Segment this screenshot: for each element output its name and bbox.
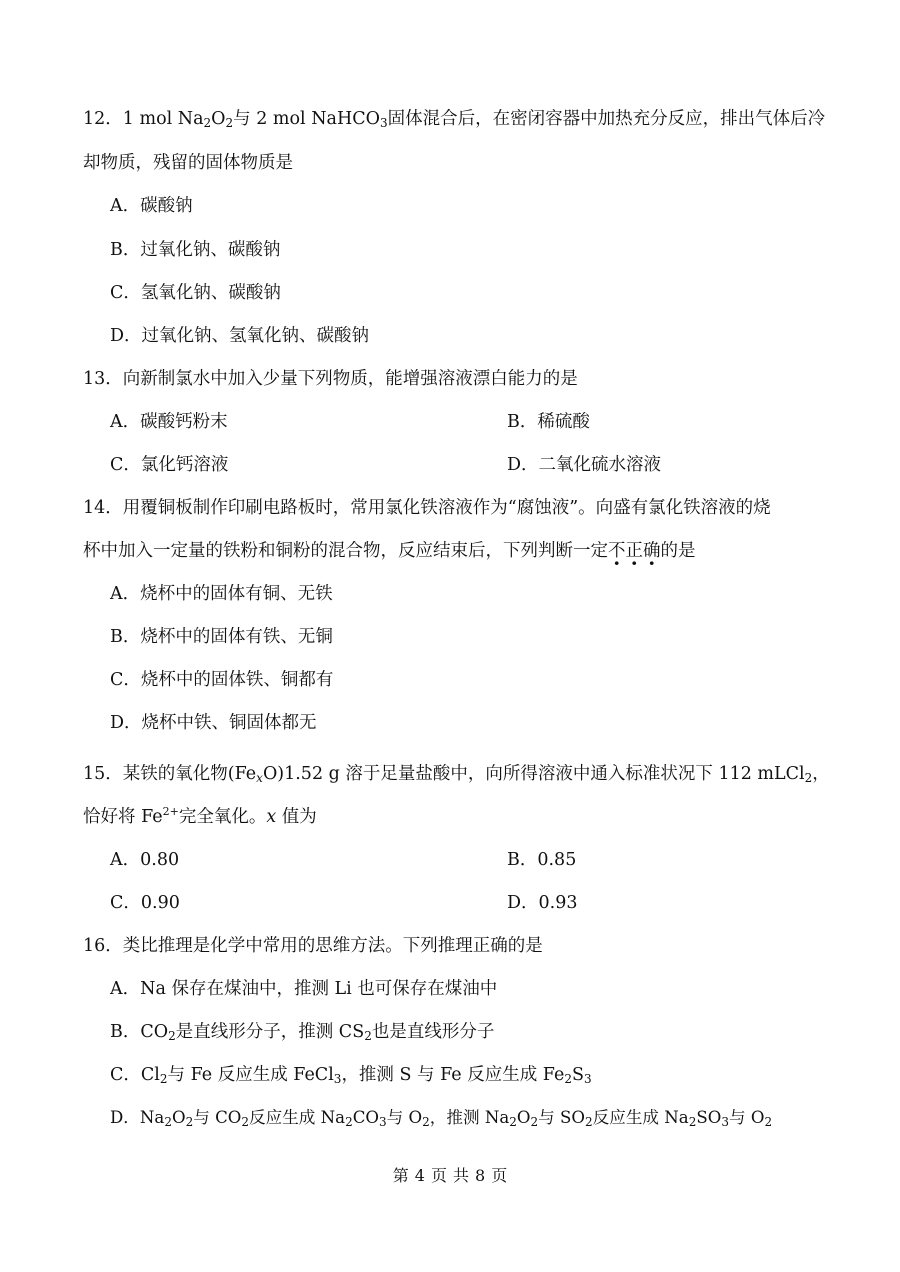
question-12-option-d: D．过氧化钠、氢氧化钠、碳酸钠	[110, 326, 370, 346]
subscript: 3	[379, 116, 388, 130]
text: CO	[352, 1108, 380, 1127]
subscript: 2	[564, 1072, 572, 1086]
subscript: 2	[203, 116, 212, 130]
question-14-option-b: B．烧杯中的固体有铁、无铜	[110, 627, 333, 647]
subscript: 2	[530, 1115, 539, 1129]
emphasis-dot-text: 确	[643, 541, 661, 561]
question-15-stem	[83, 766, 830, 784]
text: C．Cl	[110, 1065, 160, 1085]
text: 是直线形分子，推测 CS	[175, 1022, 365, 1042]
text: 与 2 mol NaHCO	[233, 109, 380, 129]
text: 与 CO	[193, 1108, 242, 1127]
question-16-option-b	[110, 1024, 494, 1042]
superscript: 2+	[162, 805, 179, 818]
footer-text: 共	[453, 1166, 470, 1185]
text: 与 O	[728, 1108, 765, 1127]
text: 反应生成 Na	[249, 1108, 346, 1127]
subscript: 3	[721, 1115, 729, 1129]
question-16-option-a: A．Na 保存在煤油中，推测 Li 也可保存在煤油中	[110, 979, 498, 999]
question-number: 15．	[83, 764, 123, 784]
text: O	[516, 1108, 531, 1127]
text: 与 Fe 反应生成 FeCl	[167, 1065, 334, 1085]
question-16-option-c	[110, 1067, 592, 1085]
text: 类比推理是化学中常用的思维方法。下列推理正确的是	[122, 936, 543, 956]
question-14-stem	[83, 500, 771, 518]
page-number: 4	[414, 1166, 425, 1185]
text: SO	[696, 1108, 722, 1127]
question-number: 14．	[83, 498, 123, 518]
text: 与 O	[386, 1108, 423, 1127]
question-13-option-c: C．氯化钙溶液	[110, 455, 229, 475]
question-14-option-c: C．烧杯中的固体铁、铜都有	[110, 670, 334, 690]
footer-text: 页	[430, 1166, 447, 1185]
text: 也是直线形分子	[371, 1022, 495, 1042]
text: 值为	[276, 807, 317, 827]
text: 恰好将 Fe	[83, 807, 163, 827]
text: D．Na	[110, 1108, 165, 1127]
text: 某铁的氧化物(Fe	[122, 764, 257, 784]
subscript: 3	[379, 1115, 387, 1129]
question-13-option-a: A．碳酸钙粉末	[110, 412, 228, 432]
question-15-stem-line2	[83, 805, 317, 827]
subscript: 2	[585, 1115, 593, 1129]
subscript: 2	[168, 1029, 176, 1043]
text: 的是	[660, 541, 696, 561]
text: 1 mol Na	[122, 109, 204, 129]
text: 固体混合后，在密闭容器中加热充分反应，排出气体后冷	[387, 109, 826, 129]
question-14-option-a: A．烧杯中的固体有铜、无铁	[110, 584, 333, 604]
text: ，	[812, 764, 830, 784]
question-number: 16．	[83, 936, 123, 956]
question-13-stem	[83, 371, 578, 389]
subscript: 2	[688, 1115, 697, 1129]
question-12-option-c: C．氢氧化钠、碳酸钠	[110, 283, 281, 303]
question-16-stem	[83, 938, 543, 956]
question-15-option-a: A．0.80	[110, 850, 180, 870]
question-13-option-d: D．二氧化硫水溶液	[507, 455, 662, 475]
text: 反应生成 Na	[592, 1108, 689, 1127]
subscript: 2	[164, 1115, 172, 1129]
subscript: 2	[422, 1115, 430, 1129]
question-number: 12．	[83, 109, 123, 129]
question-12-stem-line2: 却物质，残留的固体物质是	[83, 153, 293, 173]
subscript: 2	[159, 1072, 168, 1086]
text: B．CO	[110, 1022, 169, 1042]
footer-text: 页	[491, 1166, 508, 1185]
emphasis-dot-text: 不	[608, 541, 626, 561]
text: 完全氧化。	[178, 807, 267, 827]
subscript: 3	[333, 1072, 342, 1086]
question-12-stem	[83, 111, 825, 129]
subscript: x	[256, 771, 263, 785]
text: 与 SO	[538, 1108, 585, 1127]
text: ，推测 Na	[429, 1108, 510, 1127]
subscript: 2	[241, 1115, 250, 1129]
variable: x	[266, 807, 277, 827]
subscript: 2	[225, 116, 234, 130]
subscript: 2	[185, 1115, 194, 1129]
question-14-option-d: D．烧杯中铁、铜固体都无	[110, 713, 317, 733]
text: ，推测 S 与 Fe 反应生成 Fe	[341, 1065, 565, 1085]
text: 向新制氯水中加入少量下列物质，能增强溶液漂白能力的是	[122, 369, 578, 389]
question-15-option-d: D．0.93	[507, 893, 578, 913]
text: O	[171, 1108, 186, 1127]
subscript: 3	[583, 1072, 592, 1086]
question-15-option-c: C．0.90	[110, 893, 180, 913]
text: 杯中加入一定量的铁粉和铜粉的混合物，反应结束后，下列判断一定	[83, 541, 608, 561]
text: O)1.52 g 溶于足量盐酸中，向所得溶液中通入标准状况下 112 mLCl	[262, 764, 805, 784]
text: S	[571, 1065, 584, 1085]
footer-text: 第	[392, 1166, 409, 1185]
subscript: 2	[509, 1115, 517, 1129]
emphasis-dot-text: 正	[625, 541, 643, 561]
question-12-option-b: B．过氧化钠、碳酸钠	[110, 240, 281, 260]
subscript: 2	[364, 1029, 372, 1043]
question-14-stem-line2	[83, 543, 696, 561]
subscript: 2	[345, 1115, 353, 1129]
question-12-option-a: A．碳酸钠	[110, 196, 193, 216]
subscript: 2	[804, 771, 813, 785]
subscript: 2	[764, 1115, 773, 1129]
text: 用覆铜板制作印刷电路板时，常用氯化铁溶液作为“腐蚀液”。向盛有氯化铁溶液的烧	[122, 498, 771, 518]
page-footer	[0, 1168, 900, 1184]
question-number: 13．	[83, 369, 123, 389]
total-pages: 8	[475, 1166, 486, 1185]
question-13-option-b: B．稀硫酸	[507, 412, 590, 432]
question-16-option-d	[110, 1110, 772, 1127]
text: O	[211, 109, 226, 129]
question-15-option-b: B．0.85	[507, 850, 577, 870]
